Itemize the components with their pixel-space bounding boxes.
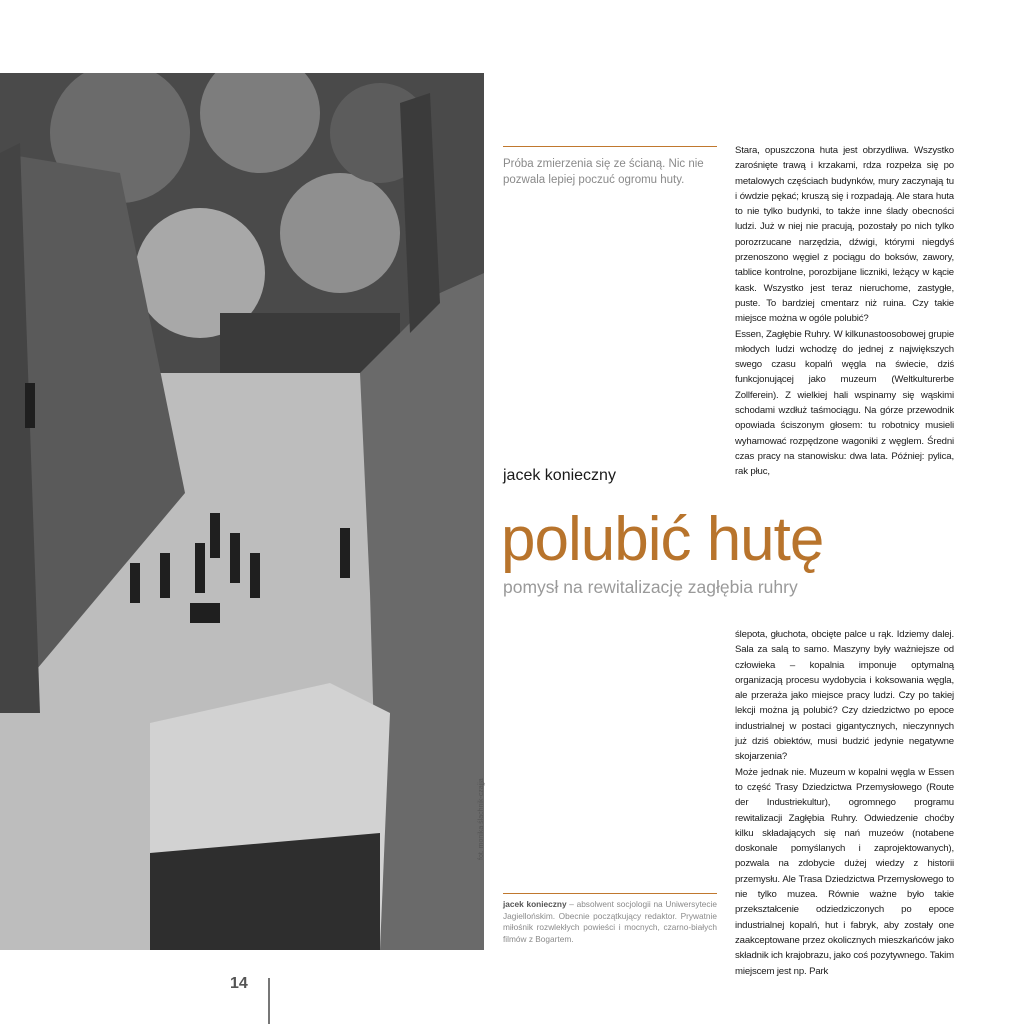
body-column-2 [735,627,954,979]
article-author: jacek konieczny [503,467,616,484]
paragraph: ślepota, głuchota, obcięte palce u rąk. Idziemy dalej. Sala za salą to samo. Maszyny były ważniejsze od człowieka – kopalnia imponuje optymalną organizacją procesu wydobycia i koksowania węgla, ale przeraża jako miejsce pracy ludzi. Czy po takiej lekcji można ją polubić? Czy dziedzictwo po epoce industrialnej w postaci gigantycznych, nieczynnych już dziś obiektów, musi budzić jedynie negatywne skojarzenia? [735,629,954,763]
article-subtitle: pomysł na rewitalizację zagłębia ruhry [503,577,798,597]
body-column-1 [735,143,954,480]
bio-name: jacek konieczny [503,899,567,909]
paragraph: Stara, opuszczona huta jest obrzydliwa. Wszystko zarośnięte trawą i krzakami, rdza rozpełza się po metalowych częściach budynków, mury zaczynają tu i ówdzie pękać; kruszą się i rozpadają. Ale stara huta to nie tylko budynki, to także inne ślady obecności ludzi. Już w niej nie pracują, pozostały po nich tylko porozrzucane narzędzia, dźwigi, którymi niegdyś przenoszono węgiel z pociągu do boksów, zawory, tablice kontrolne, porozbijane liczniki, leżący w kącie kask. Wszystko jest teraz nieruchome, zastygłe, puste. To bardziej cmentarz niż ruina. Czy takie miejsce można w ogóle polubić? [735,145,954,325]
article-title: polubić hutę [501,505,824,574]
author-bio [503,899,717,945]
page-divider [268,978,270,1024]
bio-rule [503,893,717,894]
paragraph: Essen, Zagłębie Ruhry. W kilkunastoosobowej grupie młodych ludzi wchodzę do jednej z największych swego czasu kopalń węgla na świecie, dziś funkcjonującej jako muzeum (Weltkulturerbe Zollferein). Z wielkiej hali wspinamy się wąskimi schodami wzdłuż taśmociągu. Na górze przewodnik opowiada ściszonym głosem: tu robotnicy musieli wyhamować rozpędzone wagoniki z węglem. Średni czas pracy na stanowisku: dwa lata. Później: pylica, rak płuc, [735,328,954,478]
paragraph: Może jednak nie. Muzeum w kopalni węgla w Essen to część Trasy Dziedzictwa Przemysłowego (Route der Industriekultur), ogromnego programu rewitalizacji Zagłębia Ruhry. Odwiedzenie choćby kilku składających się nań muzeów (notabene doskonale pomyślanych i zaprojektowanych), pozwala na zdobycie dużej wiedzy z historii przemysłu. Ale Trasa Dziedzictwa Przemysłowego to nie tylko muzea. Równie ważne było takie przekształcenie odziedziczonych po epoce industrialnej kopalń, hut i fabryk, aby zostały one zaakceptowane przez okolicznych mieszkańców jako składnik ich krajobrazu, jako coś pozytywnego. Takim miejscem jest np. Park [735,766,954,977]
page-number: 14 [230,975,248,992]
bio-text: – absolwent socjologii na Uniwersytecie Jagiellońskim. Obecnie początkujący redaktor. Prywatnie miłośnik rozwlekłych powieści i mocnych, czarno-białych filmów z Bogartem. [503,899,718,944]
pull-quote-rule [503,146,717,147]
article-photo [0,73,484,950]
pull-quote: Próba zmierzenia się ze ścianą. Nic nie pozwala lepiej poczuć ogromu huty. [503,158,704,186]
photo-image-icon [0,73,484,950]
photo-credit: fot. monika ślachnik-czajja [478,778,485,860]
